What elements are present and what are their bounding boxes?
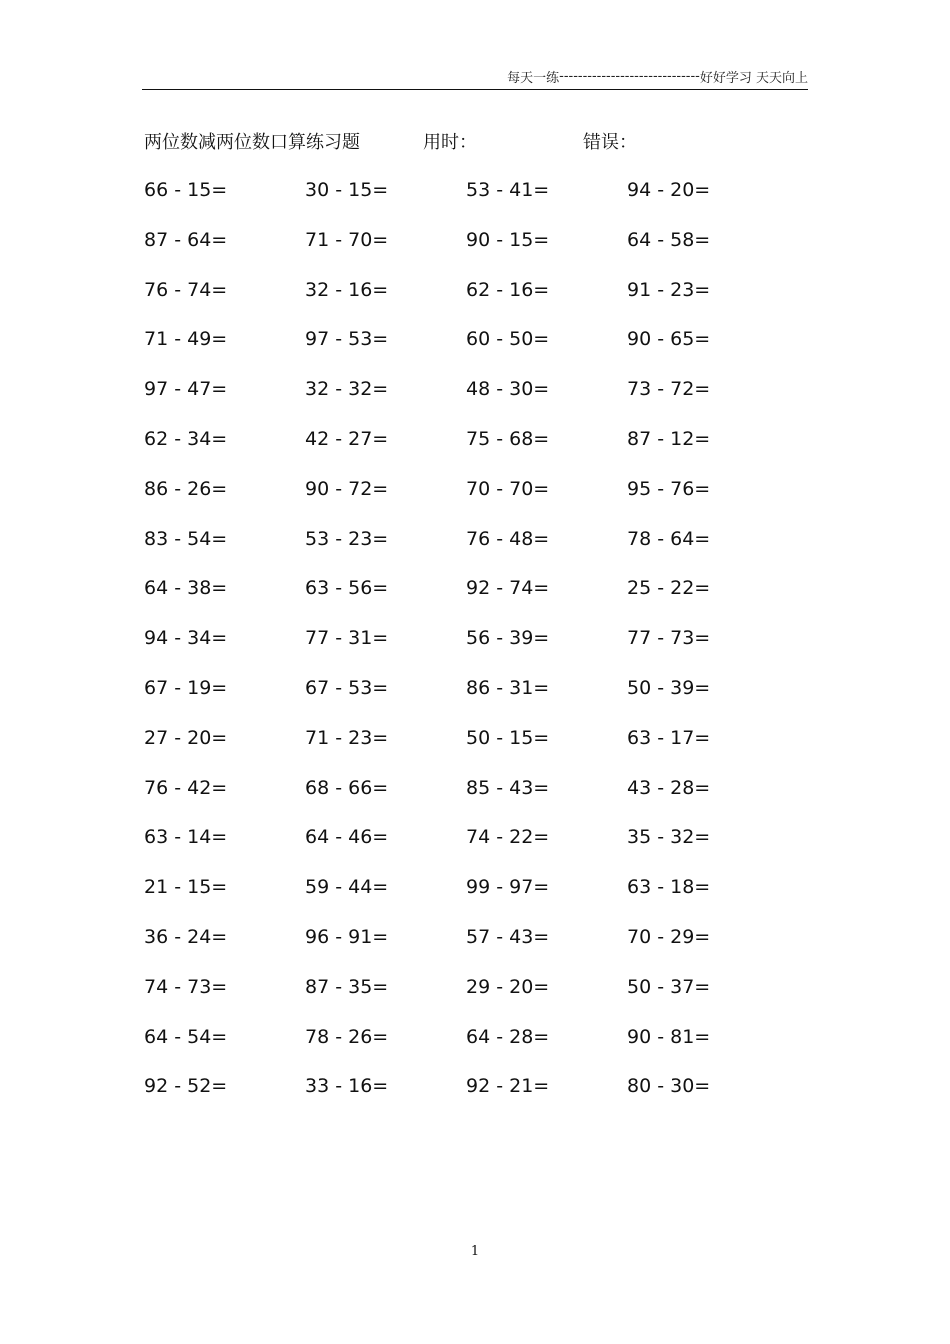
problem-item: 33 - 16= <box>305 1075 389 1098</box>
problem-item: 35 - 32= <box>627 826 711 849</box>
problem-item: 30 - 15= <box>305 179 389 201</box>
problem-item: 90 - 81= <box>627 1025 711 1048</box>
problem-item: 53 - 23= <box>305 527 389 550</box>
problem-item: 42 - 27= <box>305 427 389 450</box>
problem-item: 94 - 20= <box>627 179 711 201</box>
problem-item: 29 - 20= <box>466 975 550 998</box>
problem-item: 76 - 42= <box>144 776 228 799</box>
problem-item: 66 - 15= <box>144 179 228 201</box>
problem-item: 78 - 64= <box>627 527 711 550</box>
problem-item: 94 - 34= <box>144 627 228 650</box>
problem-item: 90 - 72= <box>305 477 389 500</box>
problem-item: 87 - 12= <box>627 427 711 450</box>
error-label: 错误： <box>583 132 637 153</box>
problem-item: 56 - 39= <box>466 627 550 650</box>
problem-item: 86 - 26= <box>144 477 228 500</box>
problem-item: 57 - 43= <box>466 925 550 948</box>
problem-item: 48 - 30= <box>466 378 550 401</box>
problem-item: 50 - 39= <box>627 676 711 699</box>
page-number: 1 <box>470 1244 480 1259</box>
problem-item: 67 - 53= <box>305 676 389 699</box>
problem-item: 63 - 56= <box>305 577 389 600</box>
problem-item: 91 - 23= <box>627 278 711 301</box>
problem-item: 43 - 28= <box>627 776 711 799</box>
problem-item: 92 - 52= <box>144 1075 228 1098</box>
problem-item: 90 - 15= <box>466 228 550 251</box>
problem-item: 71 - 49= <box>144 328 228 351</box>
problem-item: 74 - 22= <box>466 826 550 849</box>
problem-grid <box>144 176 784 1122</box>
problem-item: 73 - 72= <box>627 378 711 401</box>
problem-item: 62 - 16= <box>466 278 550 301</box>
problem-item: 76 - 48= <box>466 527 550 550</box>
problem-item: 78 - 26= <box>305 1025 389 1048</box>
problem-item: 63 - 18= <box>627 876 711 899</box>
header-right-text: 好好学习 天天向上 <box>699 70 808 86</box>
problem-item: 75 - 68= <box>466 427 550 450</box>
problem-item: 96 - 91= <box>305 925 389 948</box>
problem-item: 63 - 17= <box>627 726 711 749</box>
problem-item: 67 - 19= <box>144 676 228 699</box>
problem-item: 85 - 43= <box>466 776 550 799</box>
problem-item: 36 - 24= <box>144 925 228 948</box>
problem-item: 97 - 53= <box>305 328 389 351</box>
problem-item: 83 - 54= <box>144 527 228 550</box>
problem-item: 68 - 66= <box>305 776 389 799</box>
problem-item: 32 - 32= <box>305 378 389 401</box>
problem-item: 60 - 50= <box>466 328 550 351</box>
problem-item: 50 - 15= <box>466 726 550 749</box>
problem-item: 59 - 44= <box>305 876 389 899</box>
problem-item: 90 - 65= <box>627 328 711 351</box>
problem-item: 64 - 58= <box>627 228 711 251</box>
problem-item: 70 - 29= <box>627 925 711 948</box>
header-left-text: 每天一练 <box>507 70 560 86</box>
page-header <box>142 64 808 88</box>
problem-item: 64 - 46= <box>305 826 389 849</box>
problem-item: 80 - 30= <box>627 1075 711 1098</box>
problem-item: 99 - 97= <box>466 876 550 899</box>
header-rule <box>142 89 808 90</box>
problem-item: 77 - 73= <box>627 627 711 650</box>
problem-item: 64 - 54= <box>144 1025 228 1048</box>
worksheet-title: 两位数减两位数口算练习题 <box>144 132 360 153</box>
problem-item: 32 - 16= <box>305 278 389 301</box>
problem-item: 25 - 22= <box>627 577 711 600</box>
time-label: 用时： <box>423 132 477 153</box>
problem-item: 71 - 70= <box>305 228 389 251</box>
problem-item: 21 - 15= <box>144 876 228 899</box>
problem-item: 53 - 41= <box>466 179 550 201</box>
problem-item: 76 - 74= <box>144 278 228 301</box>
problem-item: 71 - 23= <box>305 726 389 749</box>
problem-item: 27 - 20= <box>144 726 228 749</box>
problem-item: 77 - 31= <box>305 627 389 650</box>
problem-item: 92 - 21= <box>466 1075 550 1098</box>
problem-item: 95 - 76= <box>627 477 711 500</box>
problem-item: 97 - 47= <box>144 378 228 401</box>
problem-item: 86 - 31= <box>466 676 550 699</box>
problem-item: 87 - 64= <box>144 228 228 251</box>
problem-item: 64 - 38= <box>144 577 228 600</box>
problem-item: 87 - 35= <box>305 975 389 998</box>
problem-item: 70 - 70= <box>466 477 550 500</box>
problem-item: 50 - 37= <box>627 975 711 998</box>
problem-item: 63 - 14= <box>144 826 228 849</box>
header-dashes: ------------------------------ <box>559 68 700 84</box>
problem-item: 64 - 28= <box>466 1025 550 1048</box>
problem-item: 92 - 74= <box>466 577 550 600</box>
problem-item: 74 - 73= <box>144 975 228 998</box>
problem-item: 62 - 34= <box>144 427 228 450</box>
